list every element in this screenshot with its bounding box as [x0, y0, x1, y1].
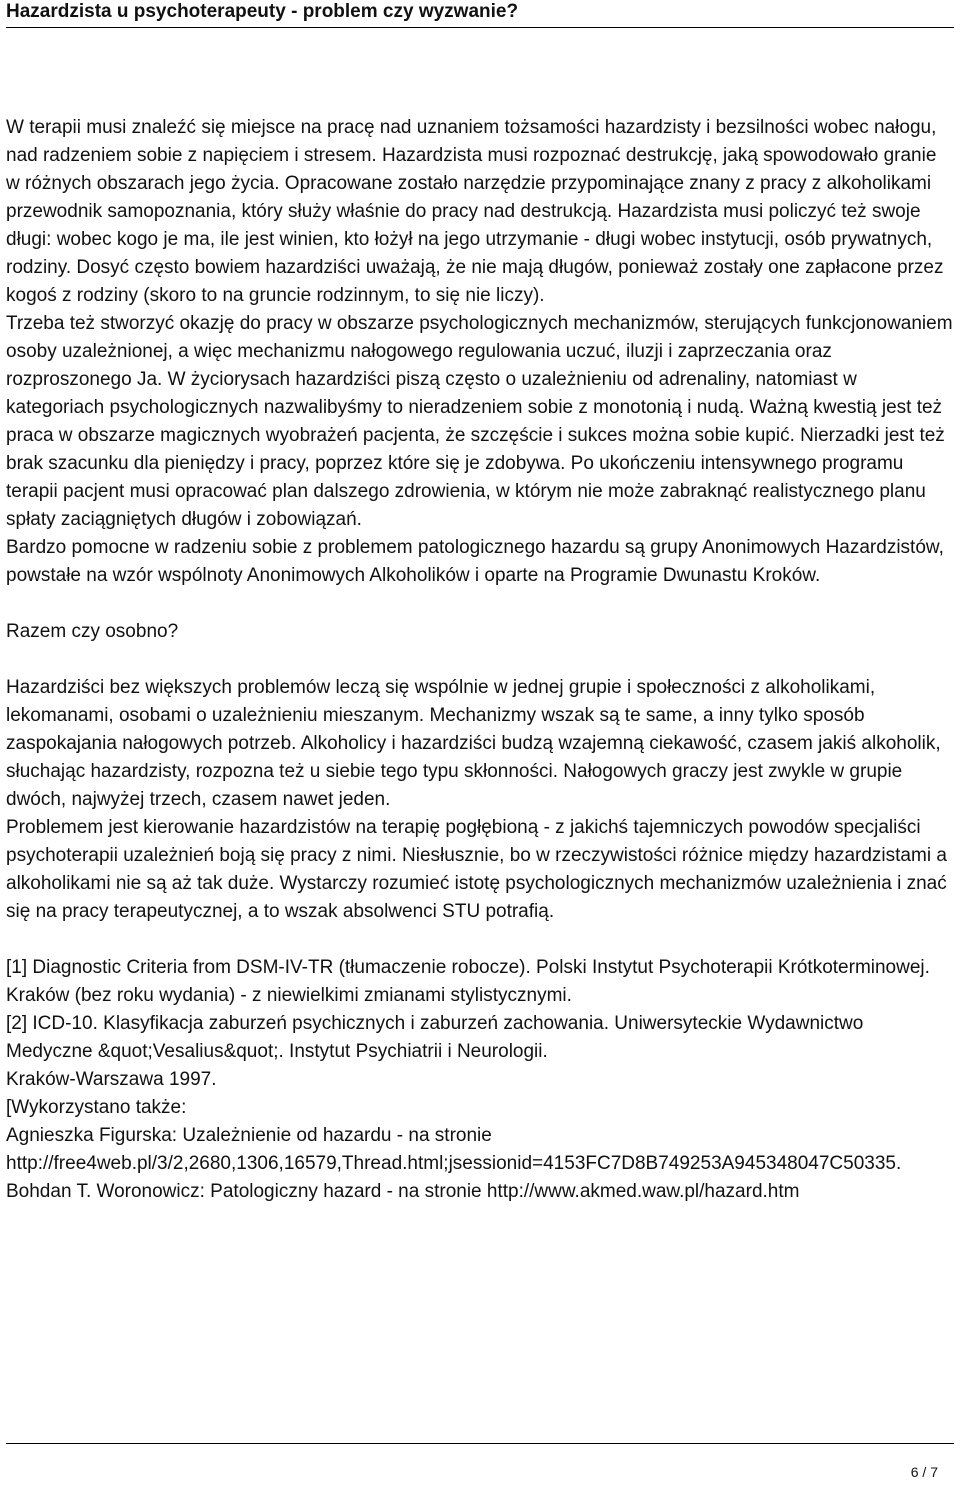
paragraph-therapy: W terapii musi znaleźć się miejsce na pracę nad uznaniem tożsamości hazardzisty i bezsilności wobec nałogu, nad radzeniem sobie z napięciem i stresem. Hazardzista musi rozpoznać destrukcję, jaką spowodowało granie w różnych obszarach jego życia. Opracowane zostało narzędzie przypominające znany z pracy z alkoholikami przewodnik samopoznania, który służy właśnie do pracy nad destrukcją. Hazardzista musi policzyć też swoje długi: wobec kogo je ma, ile jest winien, kto łożył na jego utrzymanie - długi wobec instytucji, osób prywatnych, rodziny. Dosyć często bowiem hazardziści uważają, że nie mają długów, ponieważ zostały one zapłacone przez kogoś z rodziny (skoro to na gruncie rodzinnym, to się nie liczy). [6, 117, 944, 306]
header-divider [6, 27, 954, 28]
reference-figurska: Agnieszka Figurska: Uzależnienie od hazardu - na stronie [6, 1125, 492, 1146]
spacer [6, 926, 954, 954]
reference-woronowicz: Bohdan T. Woronowicz: Patologiczny hazard - na stronie http://www.akmed.waw.pl/hazard.htm [6, 1181, 800, 1202]
reference-figurska-url: http://free4web.pl/3/2,2680,1306,16579,Thread.html;jsessionid=4153FC7D8B749253A945348047C50335. [6, 1153, 902, 1174]
paragraph-group-therapy: Hazardziści bez większych problemów leczą się wspólnie w jednej grupie i społeczności z alkoholikami, lekomanami, osobami o uzależnieniu mieszanym. Mechanizmy wszak są te same, a inny tylko sposób zaspokajania nałogowych potrzeb. Alkoholicy i hazardziści budzą wzajemną ciekawość, czasem jakiś alkoholik, słuchając hazardzisty, rozpozna też u siebie tego typu skłonności. Nałogowych graczy jest zwykle w grupie dwóch, najwyżej trzech, czasem nawet jeden. [6, 677, 941, 810]
reference-1: [1] Diagnostic Criteria from DSM-IV-TR (tłumaczenie robocze). Polski Instytut Psychoterapii Krótkoterminowej. Kraków (bez roku wydania) - z niewielkimi zmianami stylistycznymi. [6, 957, 930, 1006]
footer-divider [6, 1443, 954, 1444]
article-body [6, 114, 954, 1206]
also-used-heading: [Wykorzystano także: [6, 1097, 187, 1118]
section-heading: Razem czy osobno? [6, 621, 179, 642]
reference-2: [2] ICD-10. Klasyfikacja zaburzeń psychicznych i zaburzeń zachowania. Uniwersyteckie Wydawnictwo Medyczne &quot;Vesalius&quot;. Instytut Psychiatrii i Neurologii. [6, 1013, 864, 1062]
spacer [6, 646, 954, 674]
paragraph-anonymous-gamblers: Bardzo pomocne w radzeniu sobie z problemem patologicznego hazardu są grupy Anonimowych Hazardzistów, powstałe na wzór wspólnoty Anonimowych Alkoholików i oparte na Programie Dwunastu Kroków. [6, 537, 944, 586]
page-title: Hazardzista u psychoterapeuty - problem czy wyzwanie? [6, 1, 519, 22]
spacer [6, 590, 954, 618]
page-number: 6 / 7 [910, 1464, 938, 1480]
paragraph-mechanisms: Trzeba też stworzyć okazję do pracy w obszarze psychologicznych mechanizmów, sterujących funkcjonowaniem osoby uzależnionej, a więc mechanizmu nałogowego regulowania uczuć, iluzji i zaprzeczania oraz rozproszonego Ja. W życiorysach hazardziści piszą często o uzależnieniu od adrenaliny, natomiast w kategoriach psychologicznych nazwalibyśmy to nieradzeniem sobie z monotonią i nudą. Ważną kwestią jest też praca w obszarze magicznych wyobrażeń pacjenta, że szczęście i sukces można sobie kupić. Nierzadki jest też brak szacunku dla pieniędzy i pracy, poprzez które się je zdobywa. Po ukończeniu intensywnego programu terapii pacjent musi opracować plan dalszego zdrowienia, w którym nie może zabraknąć realistycznego planu spłaty zaciągniętych długów i zobowiązań. [6, 313, 953, 530]
reference-2-place: Kraków-Warszawa 1997. [6, 1069, 217, 1090]
paragraph-referral-problem: Problemem jest kierowanie hazardzistów na terapię pogłębioną - z jakichś tajemniczych powodów specjaliści psychoterapii uzależnień boją się pracy z nimi. Niesłusznie, bo w rzeczywistości różnice między hazardzistami a alkoholikami nie są aż tak duże. Wystarczy rozumieć istotę psychologicznych mechanizmów uzależnienia i znać się na pracy terapeutycznej, a to wszak absolwenci STU potrafią. [6, 817, 947, 922]
